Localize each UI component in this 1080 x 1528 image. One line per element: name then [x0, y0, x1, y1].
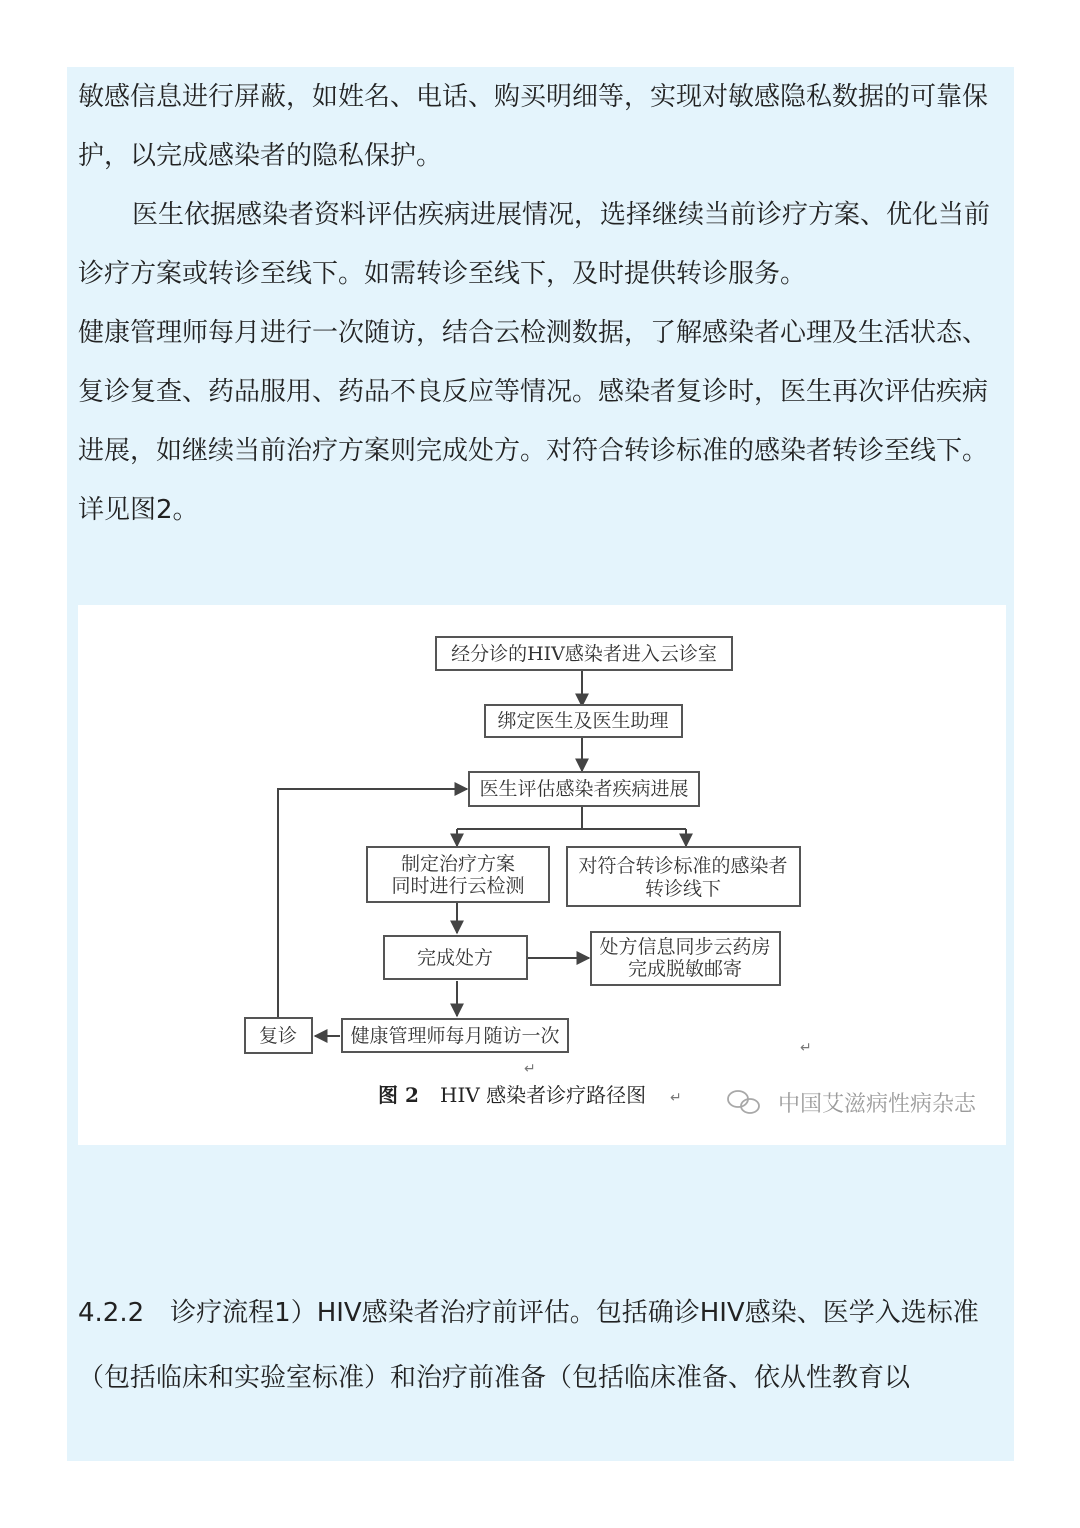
node-revisit-label: 复诊	[258, 1025, 298, 1047]
figure-hiv-treatment-flowchart	[78, 605, 1006, 1145]
wechat-icon	[728, 1091, 759, 1113]
node-assess-label: 医生评估感染者疾病进展	[479, 778, 689, 800]
node-treatment-plan	[367, 847, 549, 902]
paragraph-doctor-assessment: 医生依据感染者资料评估疾病进展情况，选择继续当前诊疗方案、优化当前诊疗方案或转诊至线下。如需转诊至线下，及时提供转诊服务。	[78, 200, 991, 289]
node-refer-line2: 转诊线下	[644, 878, 722, 900]
return-mark-icon: ↵	[670, 1090, 682, 1106]
node-refer-line1: 对符合转诊标准的感染者	[578, 855, 788, 877]
node-monthly-followup	[342, 1019, 568, 1052]
source-watermark: 中国艾滋病性病杂志	[778, 1092, 977, 1117]
paragraph-privacy: 敏感信息进行屏蔽，如姓名、电话、购买明细等，实现对敏感隐私数据的可靠保护，以完成感染者的隐私保护。	[78, 82, 989, 171]
node-assess-progress	[469, 772, 699, 806]
node-prescribe-label: 完成处方	[416, 947, 494, 969]
return-mark-icon: ↵	[800, 1040, 812, 1056]
node-enter-label: 经分诊的HIV感染者进入云诊室	[451, 643, 717, 665]
node-bind-label: 绑定医生及医生助理	[497, 710, 669, 732]
node-pharmacy-line2: 完成脱敏邮寄	[627, 958, 743, 980]
return-mark-icon: ↵	[524, 1061, 536, 1077]
node-plan-line1: 制定治疗方案	[400, 853, 516, 875]
node-bind-doctor	[485, 705, 682, 737]
paragraph-section-4-2-2: 4.2.2 诊疗流程1）HIV感染者治疗前评估。包括确诊HIV感染、医学入选标准（包括临床和实验室标准）和治疗前准备（包括临床准备、依从性教育以	[78, 1298, 979, 1393]
node-prescription	[384, 936, 527, 979]
node-referral	[567, 847, 800, 906]
figure-caption-label: 图 2	[378, 1083, 419, 1107]
node-cloud-pharmacy	[591, 932, 780, 985]
node-plan-line2: 同时进行云检测	[391, 875, 525, 897]
node-revisit	[245, 1018, 312, 1053]
figure-caption-text: HIV 感染者诊疗路径图	[440, 1083, 647, 1107]
paragraph-follow-up: 健康管理师每月进行一次随访，结合云检测数据，了解感染者心理及生活状态、复诊复查、药品服用、药品不良反应等情况。感染者复诊时，医生再次评估疾病进展，如继续当前治疗方案则完成处方。对符合转诊标准的感染者转诊至线下。详见图2。	[78, 318, 989, 525]
node-pharmacy-line1: 处方信息同步云药房	[599, 936, 771, 958]
node-enter-cloud-clinic	[436, 637, 732, 670]
node-followup-label: 健康管理师每月随访一次	[350, 1025, 560, 1047]
